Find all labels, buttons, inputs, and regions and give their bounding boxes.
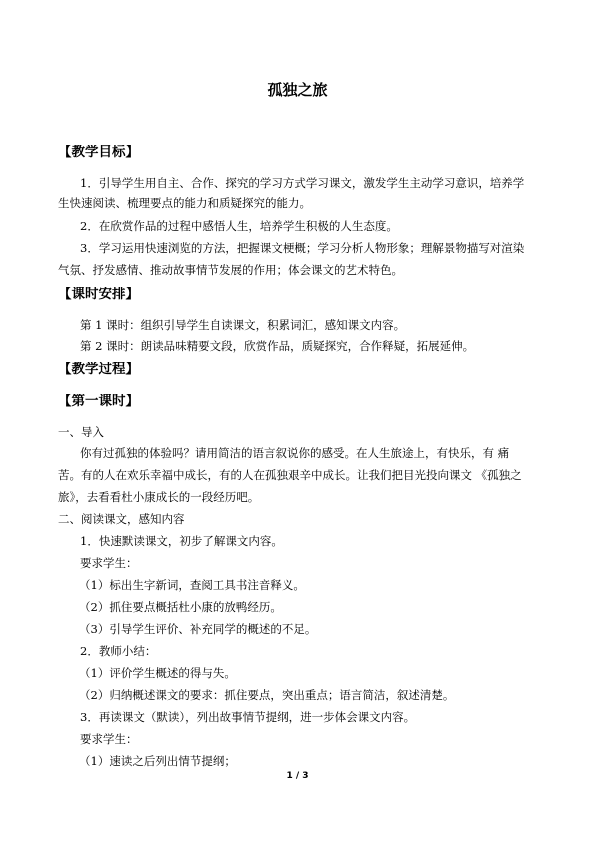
paragraph: 第 1 课时：组织引导学生自读课文，积累词汇，感知课文内容。 [80,318,406,332]
page-number: 1 / 3 [286,771,309,781]
paragraph: 苦。有的人在欢乐幸福中成长，有的人在孤独艰辛中成长。让我们把目光投向课文 《孤独之 [58,468,522,482]
paragraph: 3．学习运用快速浏览的方法，把握课文梗概；学习分析人物形象；理解景物描写对渲染 [80,241,525,255]
page-title: 孤独之旅 [267,81,328,99]
paragraph: 第 2 课时：朗读品味精要文段，欣赏作品，质疑探究，合作释疑，拓展延伸。 [80,339,475,353]
paragraph: 你有过孤独的体验吗？请用简洁的语言叙说你的感受。在人生旅途上，有快乐，有 痛 [80,446,510,460]
paragraph: 旅》，去看看杜小康成长的一段经历吧。 [58,490,260,504]
process-heading: 【教学过程】 [58,362,139,376]
paragraph: （1）标出生字新词，查阅工具书注音释义。 [79,578,305,592]
lesson1-heading: 【第一课时】 [58,394,139,408]
paragraph: （2）抓住要点概括杜小康的放鸭经历。 [79,600,282,614]
paragraph: 2．在欣赏作品的过程中感悟人生，培养学生积极的人生态度。 [80,219,398,233]
paragraph: 一、导入 [58,425,104,439]
paragraph: 1．快速默读课文，初步了解课文内容。 [80,534,283,548]
paragraph: （2）归纳概述课文的要求：抓住要点，突出重点；语言简洁，叙述清楚。 [79,688,455,702]
paragraph: （1）速读之后列出情节提纲； [79,754,236,768]
paragraph: 气氛、抒发感情、推动故事情节发展的作用；体会课文的艺术特色。 [58,263,403,277]
paragraph: （1）评价学生概述的得与失。 [79,666,236,680]
paragraph: （3）引导学生评价、补充同学的概述的不足。 [79,622,317,636]
paragraph: 生快速阅读、梳理要点的能力和质疑探究的能力。 [58,196,311,210]
paragraph: 要求学生： [80,556,138,570]
goals-heading: 【教学目标】 [58,145,139,159]
paragraph: 要求学生： [80,732,138,746]
paragraph: 1．引导学生用自主、合作、探究的学习方式学习课文，激发学生主动学习意识，培养学 [80,176,525,190]
paragraph: 3．再读课文（默读），列出故事情节提纲，进一步体会课文内容。 [80,710,416,724]
paragraph: 二、阅读课文，感知内容 [58,512,185,526]
schedule-heading: 【课时安排】 [58,287,139,301]
paragraph: 2．教师小结： [80,644,157,658]
